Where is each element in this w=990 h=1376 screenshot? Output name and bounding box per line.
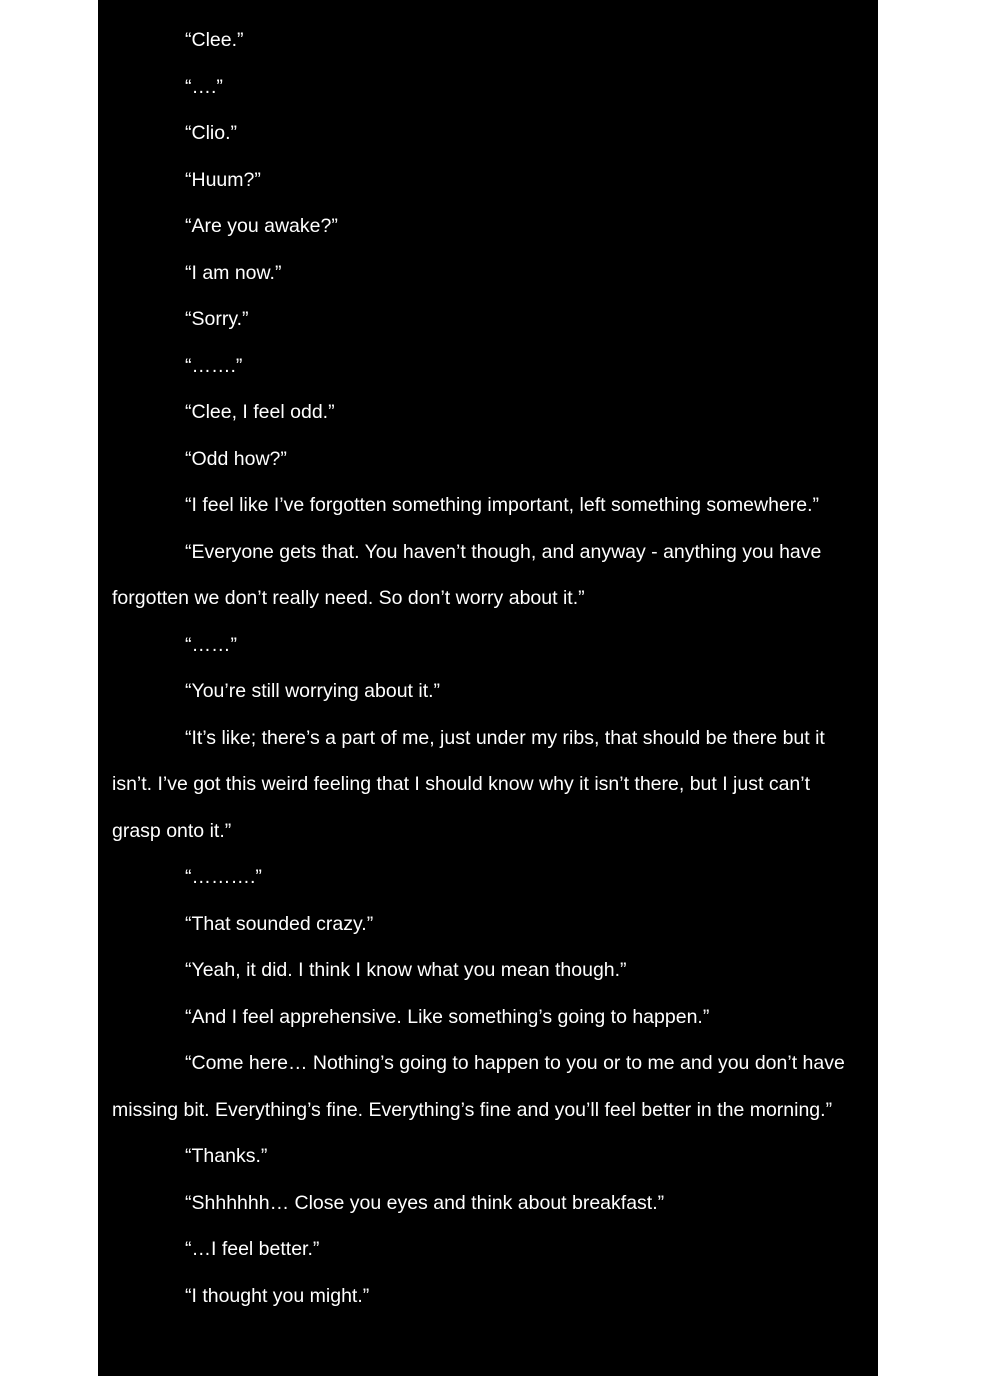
- paragraph: “Huum?”: [185, 168, 261, 191]
- paragraph: “Shhhhhh… Close you eyes and think about breakfast.”: [185, 1191, 665, 1214]
- paragraph: “….”: [185, 75, 223, 98]
- paragraph: “Clio.”: [185, 122, 237, 144]
- paragraph: “……”: [185, 633, 237, 656]
- paragraph: “Everyone gets that. You haven’t though, and anyway - anything you have forgotten we don’t really need. So don’t worry about it.”: [112, 540, 822, 609]
- paragraph: “Thanks.”: [185, 1145, 268, 1167]
- paragraph: “I feel like I’ve forgotten something important, left something somewhere.”: [185, 494, 820, 516]
- paragraph: “…….”: [185, 354, 243, 377]
- document-page: [98, 0, 878, 1376]
- paragraph: “…I feel better.”: [185, 1238, 320, 1260]
- document-body: [112, 17, 857, 1319]
- paragraph: “Clee, I feel odd.”: [185, 401, 335, 423]
- paragraph: “Are you awake?”: [185, 215, 338, 237]
- paragraph: “Yeah, it did. I think I know what you mean though.”: [185, 959, 627, 981]
- paragraph: “And I feel apprehensive. Like something’s going to happen.”: [185, 1005, 710, 1028]
- paragraph: “It’s like; there’s a part of me, just under my ribs, that should be there but it isn’t. I’ve got this weird feeling that I should know why it isn’t there, but I just can’t grasp onto it.”: [112, 726, 825, 842]
- paragraph: “That sounded crazy.”: [185, 912, 374, 935]
- paragraph: “……….”: [185, 866, 262, 888]
- paragraph: “You’re still worrying about it.”: [185, 680, 441, 702]
- paragraph: “Clee.”: [185, 29, 244, 51]
- paragraph: “Come here… Nothing’s going to happen to you or to me and you don’t have missing bit. Everything’s fine. Everything’s fine and you’ll feel better in the morning.”: [112, 1052, 845, 1121]
- paragraph: “Sorry.”: [185, 308, 249, 330]
- paragraph: “I thought you might.”: [185, 1284, 370, 1307]
- paragraph: “I am now.”: [185, 261, 282, 284]
- paragraph: “Odd how?”: [185, 447, 287, 470]
